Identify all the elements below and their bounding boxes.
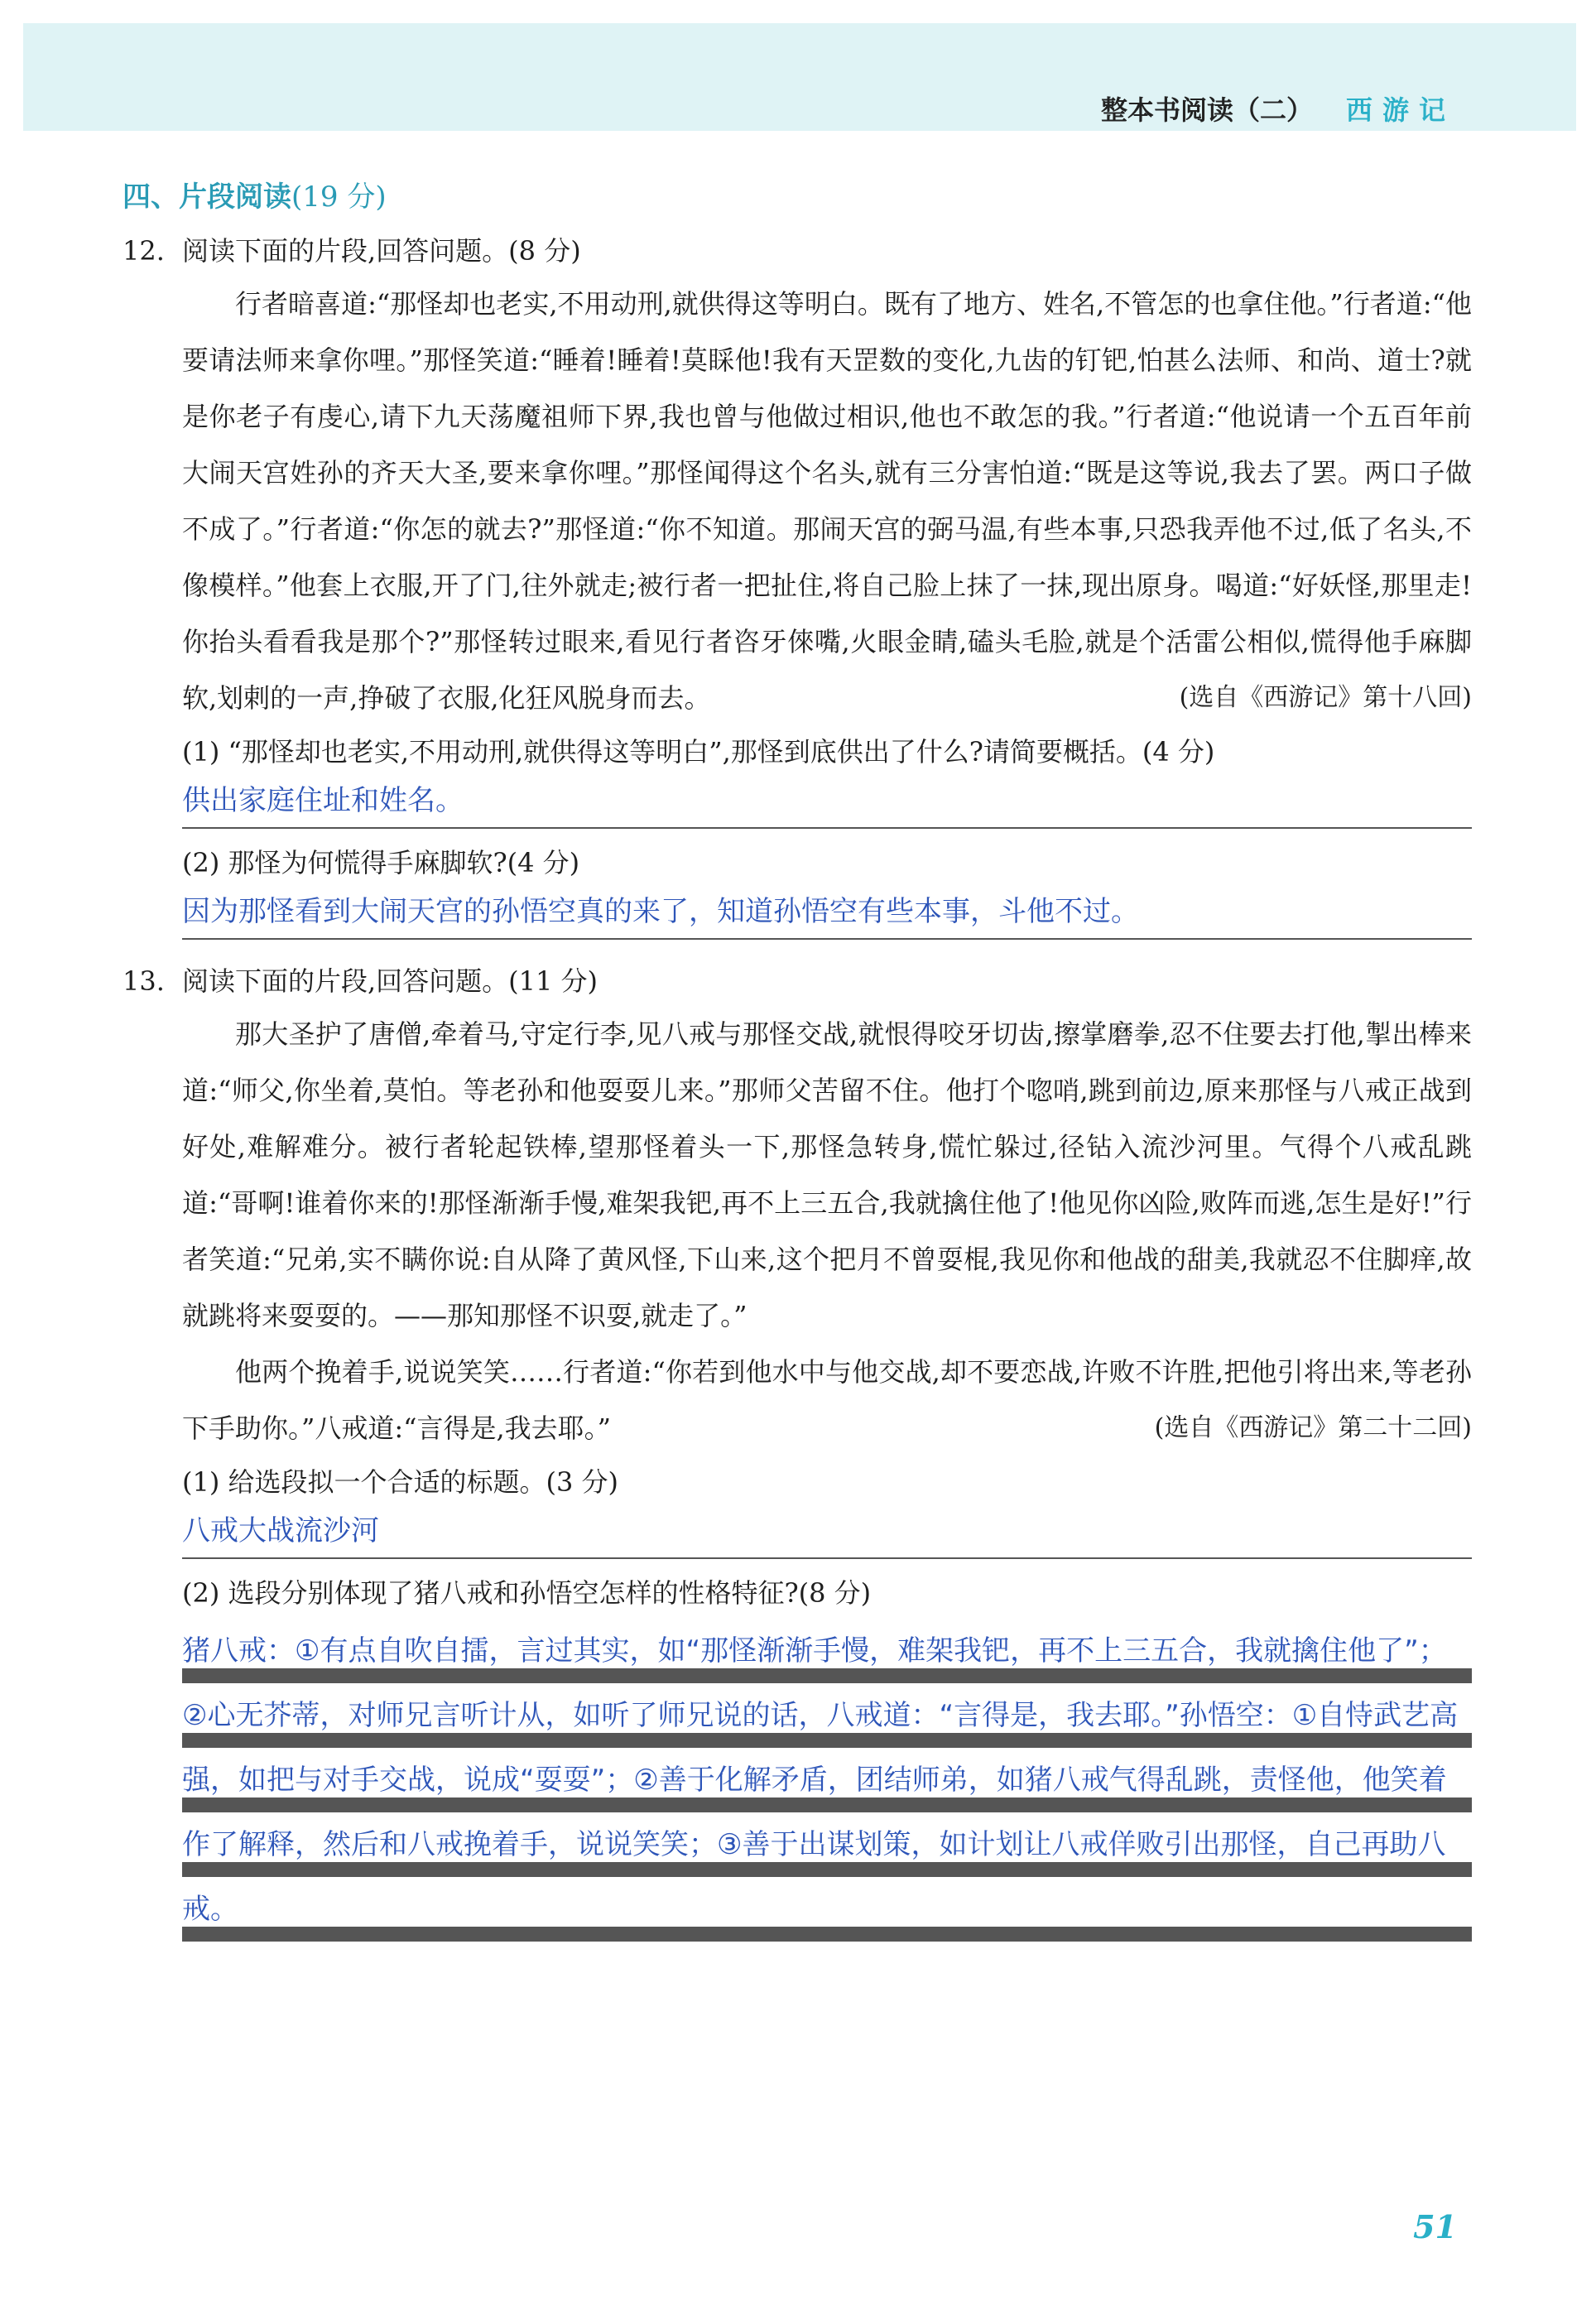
passage-text: 他两个挽着手,说说笑笑……行者道:“你若到他水中与他交战,却不要恋战,许败不许胜,把他引将出来,等老孙下手助你。”八戒道:“言得是,我去耶。” (182, 1356, 1472, 1444)
question-13-sub-1: (1) 给选段拟一个合适的标题。(3 分) (182, 1466, 619, 1498)
answer-12-1: 供出家庭住址和姓名。 (182, 777, 1472, 829)
page-header (1101, 89, 1455, 128)
question-prompt: 阅读下面的片段,回答问题。(11 分) (182, 965, 598, 997)
passage-text: 行者暗喜道:“那怪却也老实,不用动刑,就供得这等明白。既有了地方、姓名,不管怎的也拿住他。”行者道:“他要请法师来拿你哩。”那怪笑道:“睡着!睡着!莫睬他!我有天罡数的变化,九齿的钉钯,怕甚么法师、和尚、道士?就是你老子有虔心,请下九天荡魔祖师下界,我也曾与他做过相识,他也不敢怎的我。”行者道:“他说请一个五百年前大闹天宫姓孙的齐天大圣,要来拿你哩。”那怪闻得这个名头,就有三分害怕道:“既是这等说,我去了罢。两口子做不成了。”行者道:“你怎的就去?”那怪道:“你不知道。那闹天宫的弼马温,有些本事,只恐我弄他不过,低了名头,不像模样。”他套上衣服,开了门,往外就走;被行者一把扯住,将自己脸上抹了一抹,现出原身。喝道:“好妖怪,那里走!你抬头看看我是那个?”那怪转过眼来,看见行者咨牙倈嘴,火眼金睛,磕头毛脸,就是个活雷公相似,慌得他手麻脚软,划剌的一声,挣破了衣服,化狂风脱身而去。 (182, 288, 1472, 714)
section-title (123, 174, 1472, 214)
answer-12-2: 因为那怪看到大闹天宫的孙悟空真的来了，知道孙悟空有些本事，斗他不过。 (182, 888, 1472, 940)
page-number: 51 (1413, 2208, 1457, 2245)
section-title-text: 四、片段阅读 (123, 180, 291, 214)
passage-source: (选自《西游记》第十八回) (1179, 683, 1472, 712)
question-13-header (123, 956, 1472, 1006)
question-13-sub-2: (2) 选段分别体现了猪八戒和孙悟空怎样的性格特征?(8 分) (182, 1577, 872, 1609)
question-12-sub-2: (2) 那怪为何慌得手麻脚软?(4 分) (182, 847, 580, 878)
page-content (123, 174, 1472, 1942)
question-number: 12. (123, 235, 165, 267)
question-prompt: 阅读下面的片段,回答问题。(8 分) (182, 235, 581, 267)
question-12-sub-1: (1) “那怪却也老实,不用动刑,就供得这等明白”,那怪到底供出了什么?请简要概括。(4 分) (182, 736, 1215, 768)
book-name: 西游记 (1345, 94, 1455, 126)
book-title: 整本书阅读（二） (1100, 94, 1313, 126)
question-number: 13. (123, 965, 165, 997)
question-12-passage (182, 276, 1472, 726)
passage-source: (选自《西游记》第二十二回) (1154, 1413, 1472, 1442)
question-13-passage-1: 那大圣护了唐僧,牵着马,守定行李,见八戒与那怪交战,就恨得咬牙切齿,擦掌磨拳,忍不住要去打他,掣出棒来道:“师父,你坐着,莫怕。等老孙和他耍耍儿来。”那师父苦留不住。他打个唿哨,跳到前边,原来那怪与八戒正战到好处,难解难分。被行者轮起铁棒,望那怪着头一下,那怪急转身,慌忙躲过,径钻入流沙河里。气得个八戒乱跳道:“哥啊!谁着你来的!那怪渐渐手慢,难架我钯,再不上三五合,我就擒住他了!他见你凶险,败阵而逃,怎生是好!”行者笑道:“兄弟,实不瞒你说:自从降了黄风怪,下山来,这个把月不曾耍棍,我见你和他战的甜美,我就忍不住脚痒,故就跳将来耍耍的。——那知那怪不识耍,就走了。” (182, 1018, 1472, 1331)
section-points: (19 分) (291, 180, 387, 214)
question-13-passage-2 (182, 1344, 1472, 1456)
question-12-header (123, 226, 1472, 276)
answer-13-1: 八戒大战流沙河 (182, 1508, 1472, 1559)
answer-13-2: 猪八戒：①有点自吹自擂，言过其实，如“那怪渐渐手慢，难架我钯，再不上三五合，我就擒住他了”；②心无芥蒂，对师兄言听计从，如听了师兄说的话，八戒道：“言得是，我去耶。”孙悟空：①自恃武艺高强，如把与对手交战，说成“耍耍”；②善于化解矛盾，团结师弟，如猪八戒气得乱跳，责怪他，他笑着作了解释，然后和八戒挽着手，说说笑笑；③善于出谋划策，如计划让八戒佯败引出那怪，自己再助八戒。 (182, 1619, 1472, 1942)
